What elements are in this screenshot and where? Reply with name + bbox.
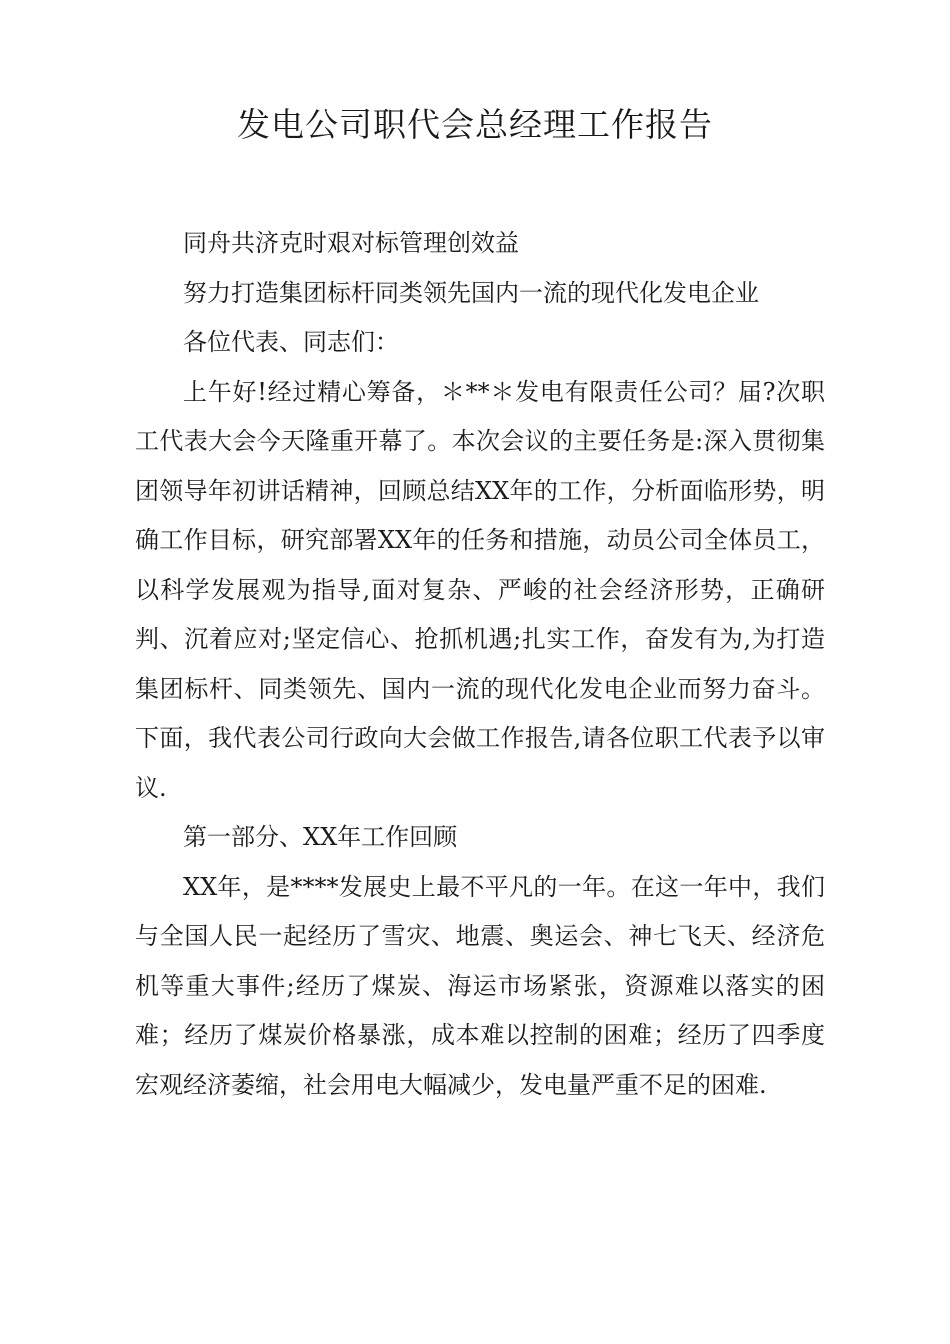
- review-paragraph: XX年，是****发展史上最不平凡的一年。在这一年中，我们与全国人民一起经历了雪灾、地震、奥运会、神七飞天、经济危机等重大事件;经历了煤炭、海运市场紧张，资源难以落实的困难；经历了煤炭价格暴涨，成本难以控制的困难；经历了四季度宏观经济萎缩，社会用电大幅减少，发电量严重不足的困难.: [135, 872, 825, 1099]
- opening-paragraph: 上午好!经过精心筹备，＊**＊发电有限责任公司？届?次职工代表大会今天隆重开幕了。本次会议的主要任务是:深入贯彻集团领导年初讲话精神，回顾总结XX年的工作，分析面临形势，明确工作目标，研究部署XX年的任务和措施，动员公司全体员工，以科学发展观为指导,面对复杂、严峻的社会经济形势，正确研判、沉着应对;坚定信心、抢抓机遇;扎实工作，奋发有为,为打造集团标杆、同类领先、国内一流的现代化发电企业而努力奋斗。下面，我代表公司行政向大会做工作报告,请各位职工代表予以审议.: [135, 377, 825, 802]
- document-body: [135, 219, 825, 1110]
- subtitle-line-1: 同舟共济克时艰对标管理创效益: [183, 229, 519, 257]
- salutation: 各位代表、同志们：: [183, 328, 399, 356]
- subtitle-line-2: 努力打造集团标杆同类领先国内一流的现代化发电企业: [183, 278, 759, 307]
- document-title: 发电公司职代会总经理工作报告: [237, 105, 713, 144]
- section-heading: 第一部分、XX年工作回顾: [183, 823, 458, 851]
